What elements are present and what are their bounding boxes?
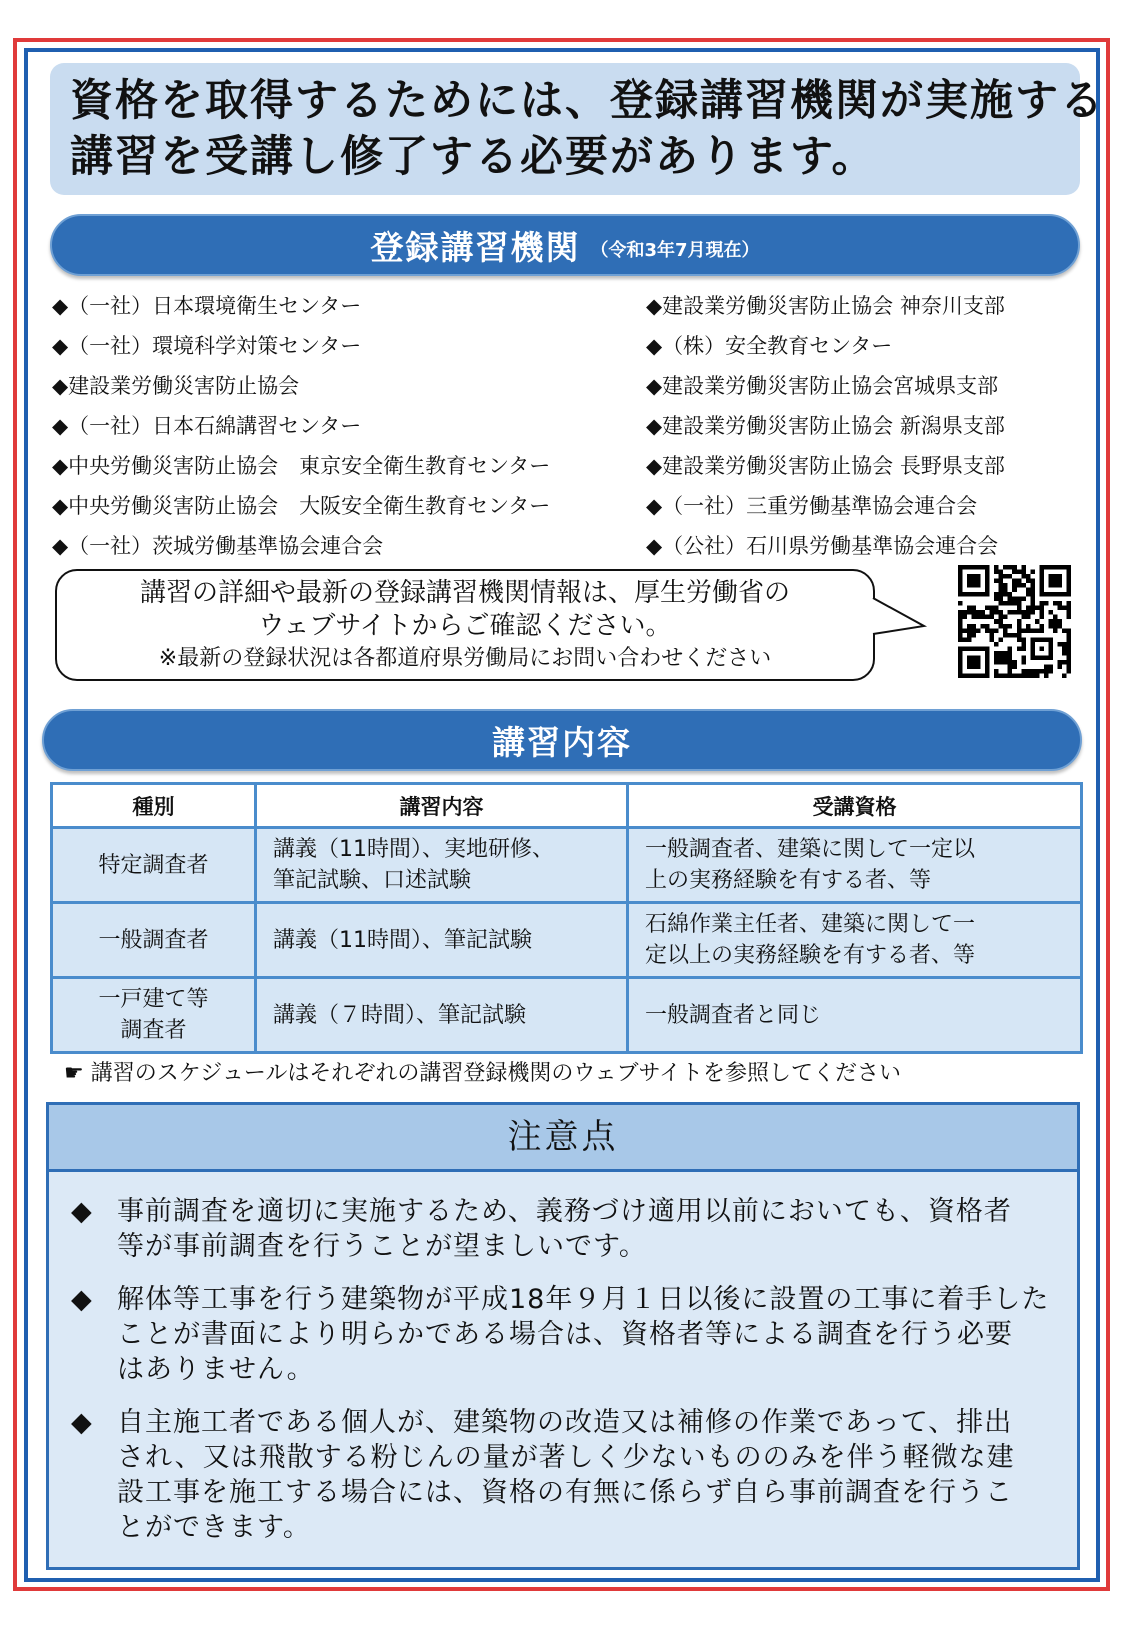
organization-item: ◆中央労働災害防止協会 東京安全衛生教育センター <box>52 454 551 478</box>
qualification-cell <box>628 828 1082 903</box>
caution-line: 等が事前調査を行うことが望ましいです。 <box>117 1231 647 1262</box>
column-header: 種別 <box>52 784 256 828</box>
caution-line: 事前調査を適切に実施するため、義務づけ適用以前においても、資格者 <box>117 1196 1012 1227</box>
title-box <box>50 63 1105 195</box>
organization-item: ◆（一社）日本石綿講習センター <box>52 414 362 438</box>
speech-bubble-tail <box>872 596 932 646</box>
caution-box <box>46 1102 1080 1570</box>
table-header-row <box>52 784 1082 828</box>
organizations-heading-note: （令和3年7月現在） <box>590 240 760 261</box>
cell-line: 定以上の実務経験を有する者、等 <box>645 943 976 968</box>
cell-line: 講義（11時間）、実地研修、 <box>273 837 554 862</box>
organization-item: ◆建設業労働災害防止協会 神奈川支部 <box>646 294 1005 318</box>
caution-heading: 注意点 <box>49 1105 1077 1172</box>
organization-list-left <box>52 286 550 566</box>
cell-line: 筆記試験、口述試験 <box>273 868 472 893</box>
bubble-line: ウェブサイトからご確認ください。 <box>258 611 672 641</box>
organization-item: ◆（株）安全教育センター <box>646 334 893 358</box>
schedule-note: ☛ 講習のスケジュールはそれぞれの講習登録機関のウェブサイトを参照してください <box>64 1061 901 1086</box>
qualification-cell <box>628 903 1082 978</box>
column-header: 受講資格 <box>628 784 1082 828</box>
organizations-heading-label: 登録講習機関 <box>370 227 581 267</box>
content-cell <box>256 978 628 1053</box>
table-row <box>52 978 1082 1053</box>
organization-list-right <box>646 286 1005 566</box>
caution-line: 解体等工事を行う建築物が平成18年９月１日以後に設置の工事に着手した <box>117 1284 1050 1315</box>
speech-bubble <box>55 569 875 681</box>
type-cell <box>52 903 256 978</box>
organizations-heading <box>50 214 1080 276</box>
organization-item: ◆（一社）日本環境衛生センター <box>52 294 362 318</box>
content-cell <box>256 828 628 903</box>
caution-line: とができます。 <box>117 1512 311 1543</box>
bubble-note: ※最新の登録状況は各都道府県労働局にお問い合わせください <box>158 646 772 671</box>
cell-line: 調査者 <box>120 1018 187 1043</box>
organization-item: ◆（公社）石川県労働基準協会連合会 <box>646 534 999 558</box>
lecture-heading-label: 講習内容 <box>492 722 632 762</box>
table-row <box>52 903 1082 978</box>
diamond-bullet-icon: ◆ <box>71 1284 93 1315</box>
caution-item <box>63 1194 1063 1264</box>
cell-line: 一戸建て等 <box>98 987 209 1012</box>
cell-line: 講義（11時間）、筆記試験 <box>273 927 532 953</box>
caution-line: され、又は飛散する粉じんの量が著しく少ないもののみを伴う軽微な建 <box>117 1442 1015 1473</box>
qr-code-icon[interactable] <box>958 565 1071 678</box>
table-row <box>52 828 1082 903</box>
cell-line: 一般調査者と同じ <box>645 1002 822 1028</box>
qualification-cell <box>628 978 1082 1053</box>
organization-item: ◆建設業労働災害防止協会 <box>52 374 300 398</box>
type-cell <box>52 828 256 903</box>
diamond-bullet-icon: ◆ <box>71 1196 93 1227</box>
cell-line: 一般調査者 <box>98 927 209 953</box>
organization-item: ◆建設業労働災害防止協会宮城県支部 <box>646 374 999 398</box>
cell-line: 石綿作業主任者、建築に関して一 <box>645 912 976 937</box>
organization-item: ◆（一社）茨城労働基準協会連合会 <box>52 534 384 558</box>
cell-line: 一般調査者、建築に関して一定以 <box>645 837 976 862</box>
diamond-bullet-icon: ◆ <box>71 1407 93 1438</box>
title-line: 講習を受講し修了する必要があります。 <box>70 132 877 182</box>
organization-item: ◆建設業労働災害防止協会 新潟県支部 <box>646 414 1005 438</box>
caution-line: ことが書面により明らかである場合は、資格者等による調査を行う必要 <box>117 1319 1013 1350</box>
column-header: 講習内容 <box>256 784 628 828</box>
caution-line: 自主施工者である個人が、建築物の改造又は補修の作業であって、排出 <box>117 1407 1013 1438</box>
cell-line: 特定調査者 <box>98 852 209 878</box>
type-cell <box>52 978 256 1053</box>
organization-item: ◆中央労働災害防止協会 大阪安全衛生教育センター <box>52 494 551 518</box>
cell-line: 上の実務経験を有する者、等 <box>645 868 932 893</box>
organization-item: ◆建設業労働災害防止協会 長野県支部 <box>646 454 1005 478</box>
cell-line: 講義（７時間）、筆記試験 <box>273 1002 527 1028</box>
bubble-line: 講習の詳細や最新の登録講習機関情報は、厚生労働省の <box>139 578 790 608</box>
caution-line: 設工事を施工する場合には、資格の有無に係らず自ら事前調査を行うこ <box>117 1477 1013 1508</box>
lecture-heading <box>42 709 1082 771</box>
organization-item: ◆（一社）三重労働基準協会連合会 <box>646 494 978 518</box>
organization-item: ◆（一社）環境科学対策センター <box>52 334 362 358</box>
content-cell <box>256 903 628 978</box>
caution-line: はありません。 <box>117 1354 315 1385</box>
caution-item <box>63 1282 1063 1387</box>
caution-item <box>63 1405 1063 1545</box>
title-line: 資格を取得するためには、登録講習機関が実施する <box>70 76 1105 126</box>
lecture-table <box>50 782 1083 1054</box>
